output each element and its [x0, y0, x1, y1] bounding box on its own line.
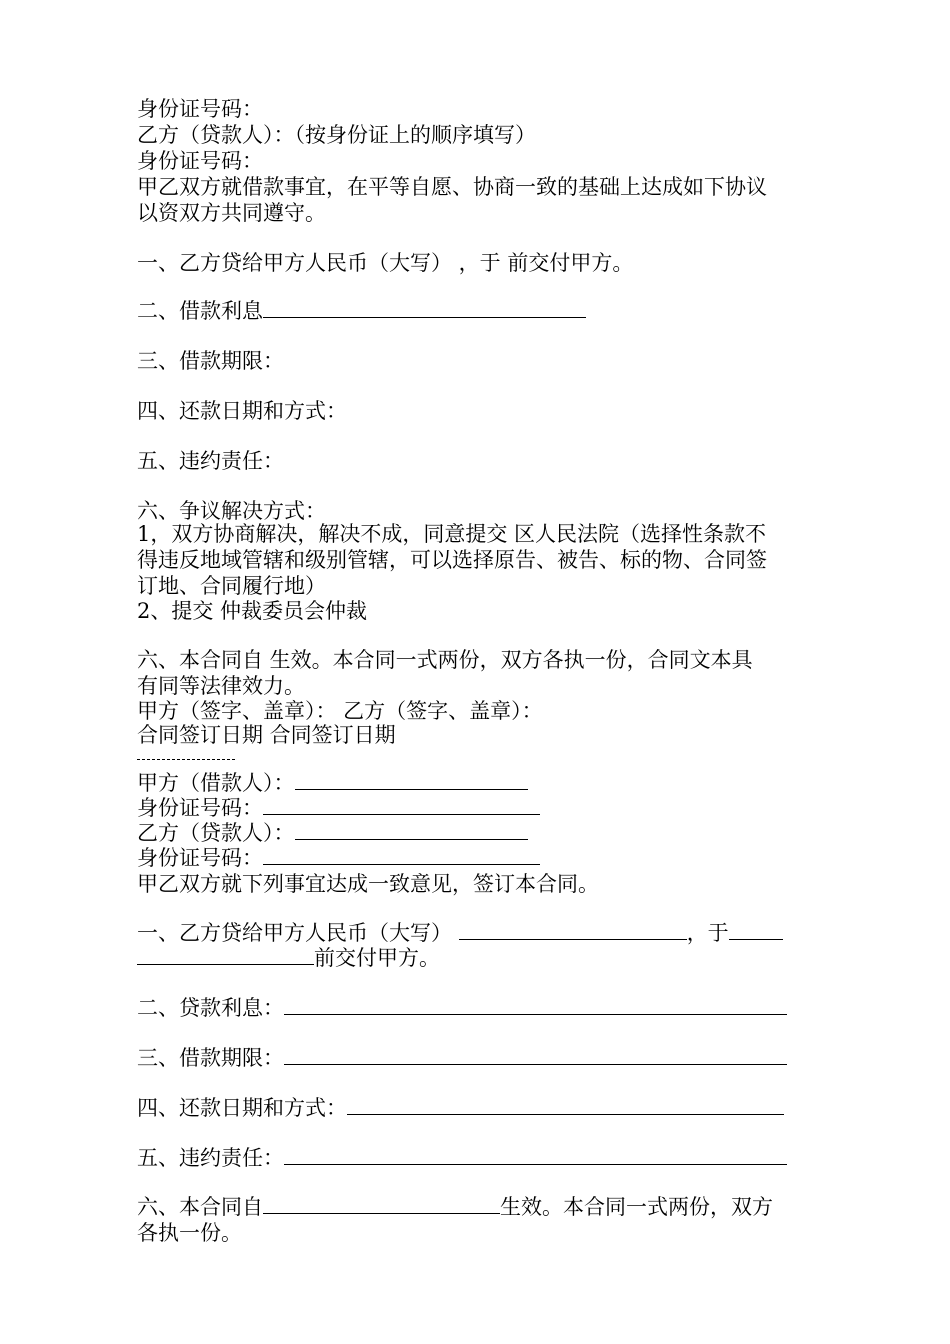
party-b-line-1: 乙方（贷款人）：（按身份证上的顺序填写） [137, 123, 536, 147]
id-number-line-2: 身份证号码： [137, 149, 263, 173]
dispute-option-1-line-1: 1，双方协商解决，解决不成，同意提交 区人民法院（选择性条款不 [137, 522, 767, 546]
party-b-id-field [137, 846, 540, 871]
signature-line: 甲方（签字、盖章）： 乙方（签字、盖章）： [137, 699, 543, 723]
clause-3b-term [137, 1046, 787, 1071]
clause-5b-blank [284, 1146, 787, 1165]
clause-1b-loan-amount [137, 921, 783, 946]
party-a-id-blank [263, 796, 540, 815]
clause-1-loan-amount: 一、乙方贷给甲方人民币（大写） ，于 前交付甲方。 [137, 251, 634, 275]
agreement-intro-line-1: 甲乙双方就借款事宜，在平等自愿、协商一致的基础上达成如下协议 [137, 175, 767, 199]
clause-4b-label: 四、还款日期和方式： [137, 1096, 347, 1120]
clause-1b-label: 一、乙方贷给甲方人民币（大写） [137, 921, 452, 945]
clause-6-dispute-heading: 六、争议解决方式： [137, 499, 326, 523]
signing-date-line: 合同签订日期 合同签订日期 [137, 723, 396, 747]
date-blank-start [729, 921, 783, 940]
party-a-blank [295, 771, 528, 790]
clause-6b-effective [137, 1195, 773, 1220]
dispute-option-1-line-2: 得违反地域管辖和级别管辖，可以选择原告、被告、标的物、合同签 [137, 548, 767, 572]
effective-date-blank [263, 1195, 500, 1214]
effective-clause-line-1: 六、本合同自 生效。本合同一式两份，双方各执一份，合同文本具 [137, 648, 753, 672]
clause-3-term: 三、借款期限： [137, 349, 284, 373]
section-separator [137, 759, 235, 760]
clause-1b-date-label: ，于 [686, 921, 729, 945]
party-a-borrower-field [137, 771, 528, 796]
clause-1b-line-2 [137, 946, 440, 971]
clause-6b-rest: 生效。本合同一式两份，双方 [500, 1195, 773, 1219]
clause-2-interest-label: 二、借款利息 [137, 299, 263, 323]
clause-3b-label: 三、借款期限： [137, 1046, 284, 1070]
clause-4-repayment: 四、还款日期和方式： [137, 399, 347, 423]
clause-1b-delivery: 前交付甲方。 [314, 946, 440, 970]
clause-2b-label: 二、贷款利息： [137, 996, 284, 1020]
clause-6b-line-2: 各执一份。 [137, 1221, 242, 1245]
agreement-intro-2: 甲乙双方就下列事宜达成一致意见，签订本合同。 [137, 872, 599, 896]
party-a-id-label: 身份证号码： [137, 796, 263, 820]
party-a-id-field [137, 796, 540, 821]
clause-4b-repayment [137, 1096, 784, 1121]
party-a-label: 甲方（借款人）： [137, 771, 295, 795]
party-b-id-label: 身份证号码： [137, 846, 263, 870]
amount-blank [459, 921, 687, 940]
effective-clause-line-2: 有同等法律效力。 [137, 674, 305, 698]
clause-5b-label: 五、违约责任： [137, 1146, 284, 1170]
clause-5-breach: 五、违约责任： [137, 449, 284, 473]
clause-3b-blank [284, 1046, 787, 1065]
party-b-lender-field [137, 821, 528, 846]
party-b-label: 乙方（贷款人）： [137, 821, 295, 845]
clause-2b-interest [137, 996, 787, 1021]
clause-2-interest [137, 299, 586, 324]
clause-4b-blank [347, 1096, 784, 1115]
party-b-blank [295, 821, 528, 840]
clause-2b-blank [284, 996, 787, 1015]
dispute-option-1-line-3: 订地、合同履行地） [137, 574, 326, 598]
date-blank-continued [137, 946, 314, 965]
party-b-id-blank [263, 846, 540, 865]
agreement-intro-line-2: 以资双方共同遵守。 [137, 201, 326, 225]
clause-5b-breach [137, 1146, 787, 1171]
id-number-line-1: 身份证号码： [137, 97, 263, 121]
clause-6b-label: 六、本合同自 [137, 1195, 263, 1219]
dispute-option-2: 2、提交 仲裁委员会仲裁 [137, 599, 368, 623]
interest-blank [263, 299, 586, 318]
